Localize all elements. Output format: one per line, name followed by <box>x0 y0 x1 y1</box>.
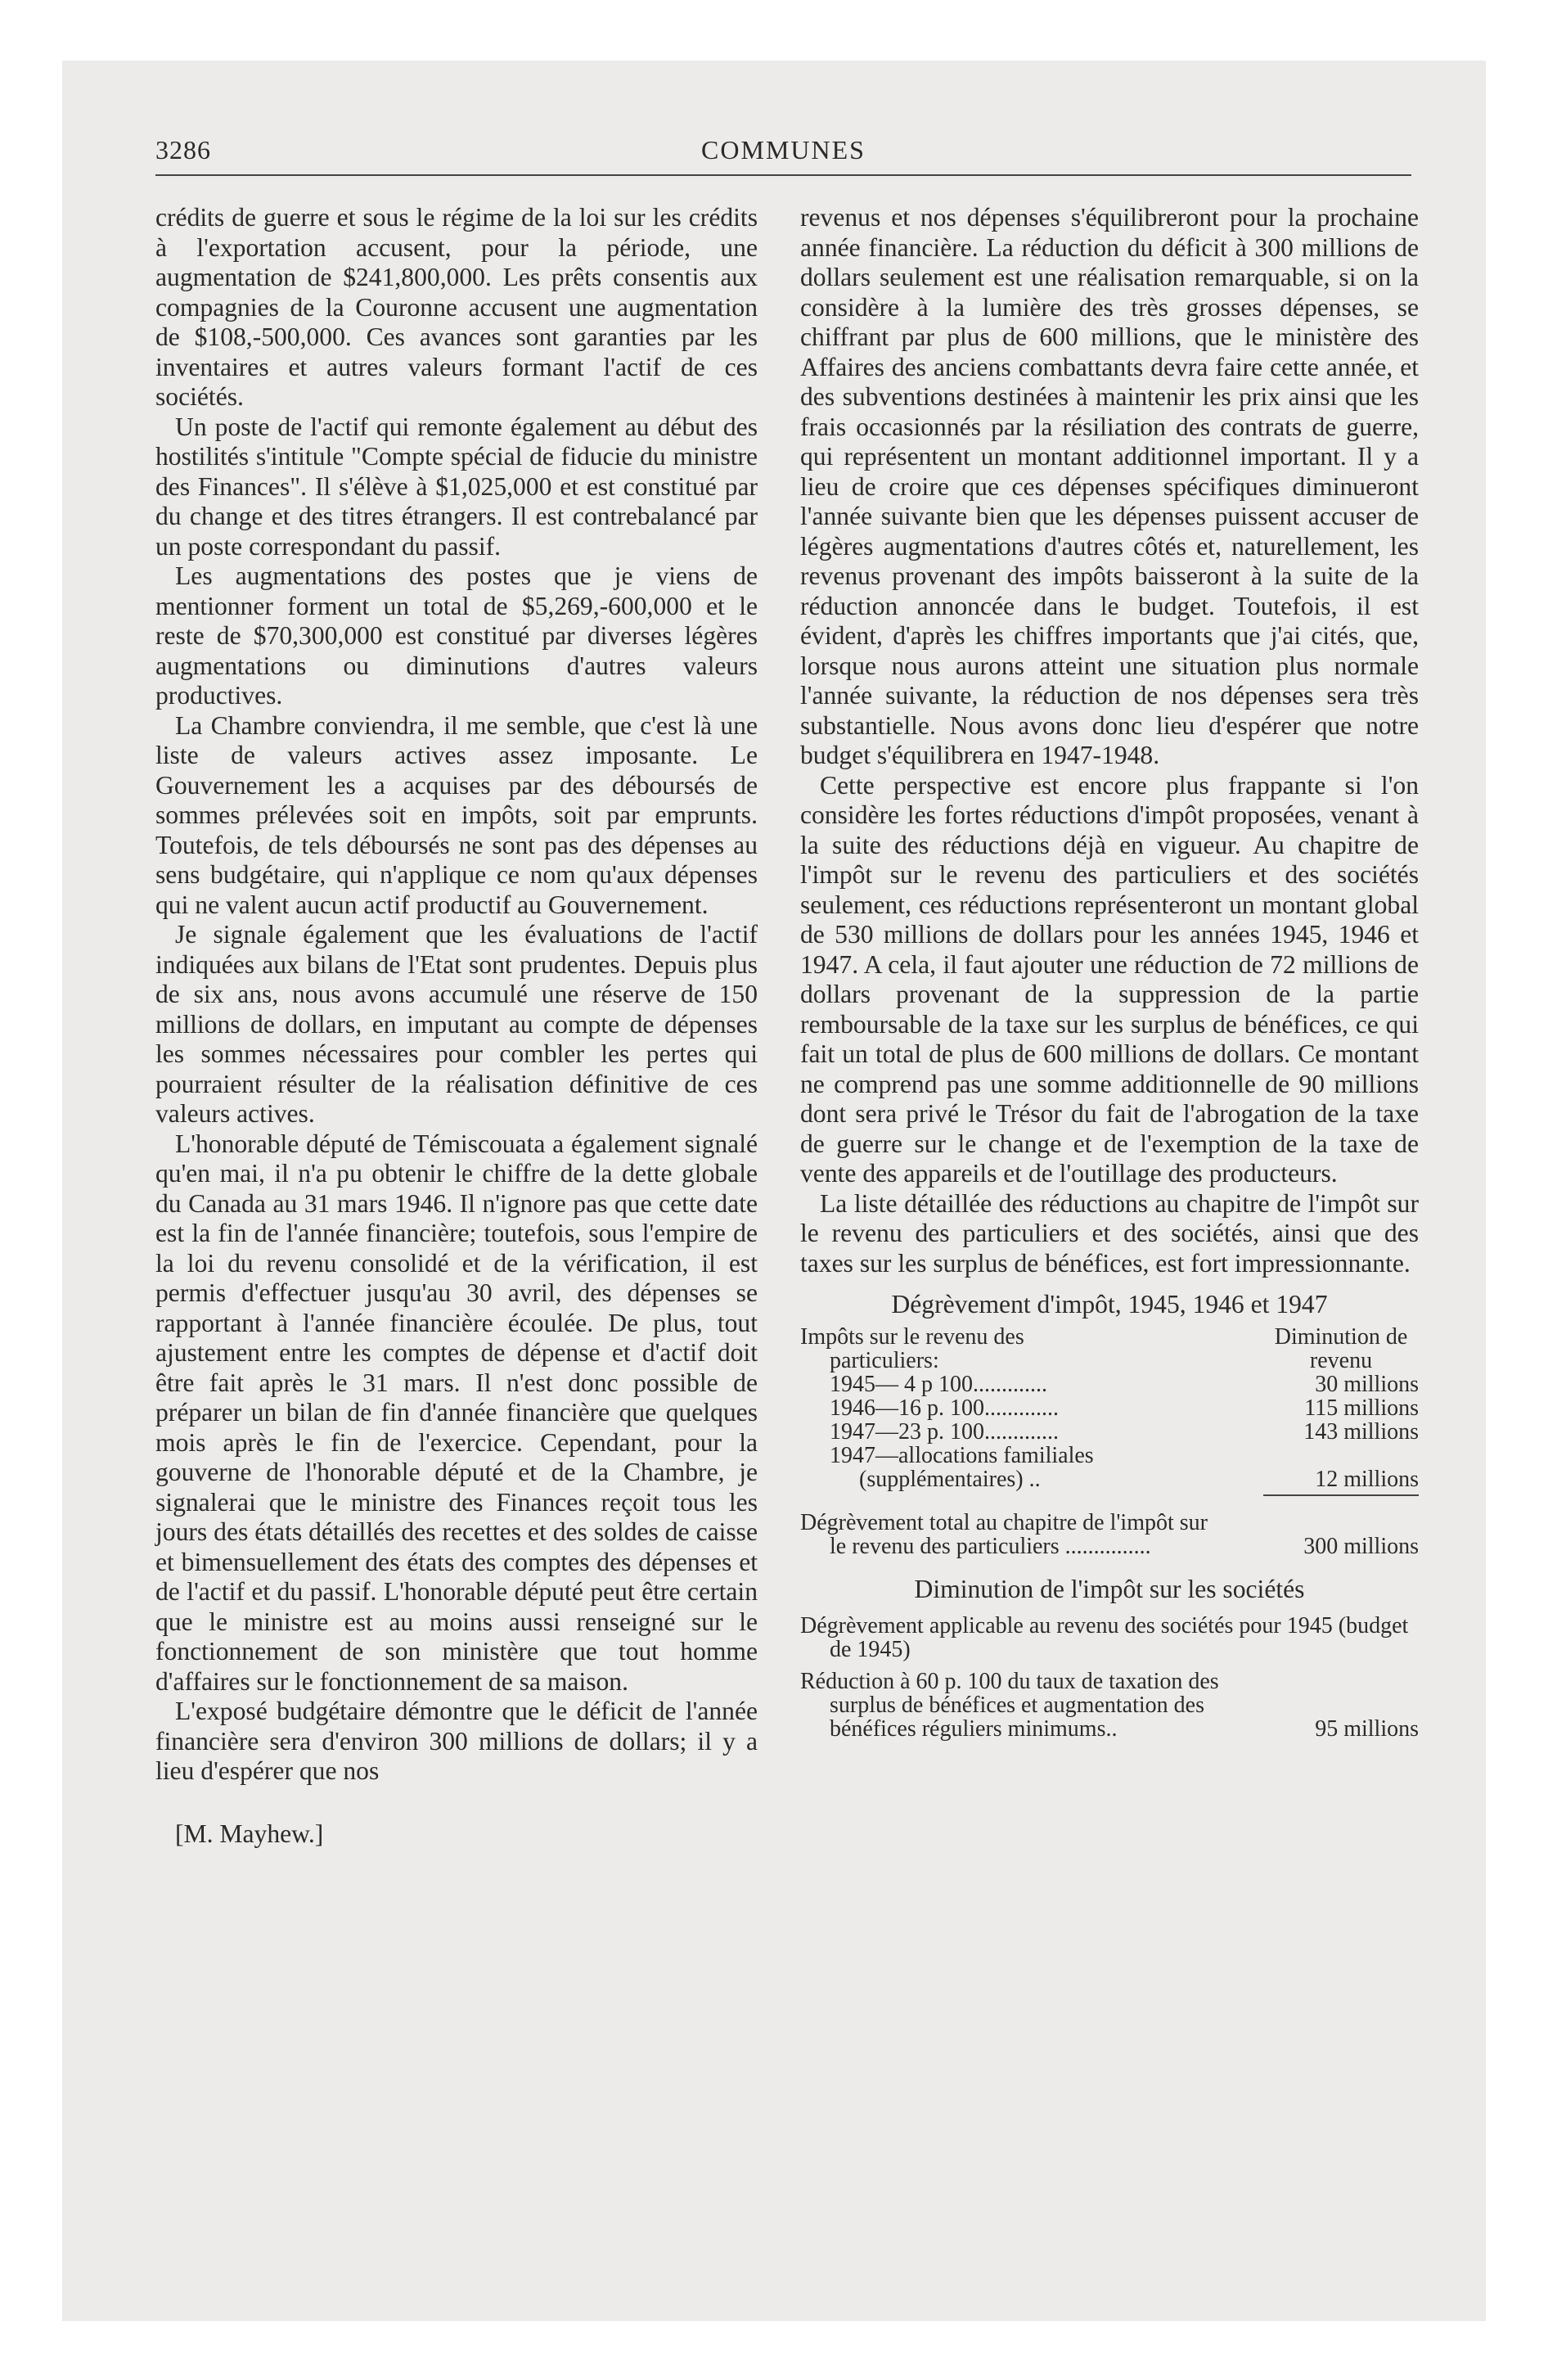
row-value: 30 millions <box>1315 1371 1419 1397</box>
paragraph: Les augmentations des postes que je viens de mentionner forment un total de $5,269,-600,000 et le reste de $70,300,000 est constitué par diverses légères augmentations ou diminutions d'autres valeurs productives. <box>155 561 758 710</box>
row-label: 1947—allocations familiales (supplémentaires) .. <box>830 1442 1094 1492</box>
table-header-right: Diminution de revenu <box>1274 1323 1408 1373</box>
paragraph: crédits de guerre et sous le régime de la loi sur les crédits à l'exportation accusent, pour la période, une augmentation de $241,800,000. Les prêts consentis aux compagnies de la Couronne accusent une augmentation de $108,-500,000. Ces avances sont garanties par les inventaires et autres valeurs formant l'actif de ces sociétés. <box>155 203 758 411</box>
paragraph: La liste détaillée des réductions au chapitre de l'impôt sur le revenu des particuliers et des sociétés, ainsi que des taxes sur les surplus de bénéfices, est fort impressionnante. <box>800 1188 1419 1278</box>
page-number: 3286 <box>155 135 211 165</box>
paragraph: La Chambre conviendra, il me semble, que c'est là une liste de valeurs actives assez imposante. Le Gouvernement les a acquises par des déboursés de sommes prélevées soit en impôts, soit par emprunts. Toutefois, de tels déboursés ne sont pas des dépenses au sens budgétaire, qui n'applique ce nom qu'aux dépenses qui ne valent aucun actif productif au Gouvernement. <box>155 710 758 919</box>
table-caption: Dégrèvement d'impôt, 1945, 1946 et 1947 <box>891 1290 1328 1318</box>
table-total-row <box>800 1511 1419 1558</box>
paragraph: Je signale également que les évaluations de l'actif indiquées aux bilans de l'Etat sont prudentes. Depuis plus de six ans, nous avons accumulé une réserve de 150 millions de dollars, en imputant au compte de dépenses les sommes nécessaires pour combler les pertes qui pourraient résulter de la réalisation définitive de ces valeurs actives. <box>155 920 758 1128</box>
row-label: Réduction à 60 p. 100 du taux de taxation des surplus de bénéfices et augmentation des bénéfices réguliers minimums.. <box>800 1669 1219 1742</box>
table-header-left: Impôts sur le revenu des particuliers: <box>800 1323 1024 1373</box>
sum-rule <box>1263 1494 1419 1496</box>
row-label: Dégrèvement applicable au revenu des sociétés pour 1945 (budget de 1945) <box>800 1613 1409 1662</box>
row-value: 143 millions <box>1303 1418 1419 1445</box>
row-label: 1946—16 p. 100............. <box>830 1395 1059 1421</box>
speaker-signature: [M. Mayhew.] <box>175 1819 324 1848</box>
row-value: 95 millions <box>1315 1716 1419 1742</box>
table-row <box>800 1396 1419 1420</box>
running-title: COMMUNES <box>701 135 866 165</box>
right-column <box>800 203 1419 1741</box>
table-header-row <box>800 1325 1419 1373</box>
total-value: 300 millions <box>1303 1533 1419 1559</box>
row-value: 12 millions <box>1315 1466 1419 1492</box>
table-row <box>800 1373 1419 1396</box>
row-value: 115 millions <box>1304 1395 1419 1421</box>
total-label: Dégrèvement total au chapitre de l'impôt sur le revenu des particuliers ............... <box>800 1509 1208 1559</box>
page-header <box>155 135 1411 176</box>
paragraph: Un poste de l'actif qui remonte également au début des hostilités s'intitule "Compte spécial de fiducie du ministre des Finances". Il s'élève à $1,025,000 et est constitué par du change et des titres étrangers. Il est contrebalancé par un poste correspondant du passif. <box>155 412 758 561</box>
table-row <box>800 1420 1419 1444</box>
row-label: 1945— 4 p 100............. <box>830 1371 1047 1397</box>
table-row <box>800 1444 1419 1491</box>
paragraph: Cette perspective est encore plus frappante si l'on considère les fortes réductions d'impôt proposées, venant à la suite des réductions déjà en vigueur. Au chapitre de l'impôt sur le revenu des particuliers et des sociétés seulement, ces réductions représenteront un montant global de 530 millions de dollars pour les années 1945, 1946 et 1947. A cela, il faut ajouter une réduction de 72 millions de dollars provenant de la suppression de la partie remboursable de la taxe sur les surplus de bénéfices, ce qui fait un total de plus de 600 millions de dollars. Ce montant ne comprend pas une somme additionnelle de 90 millions dont sera privé le Trésor du fait de l'abrogation de la taxe de guerre sur le change et de l'exemption de la taxe de vente des appareils et de l'outillage des producteurs. <box>800 770 1419 1188</box>
paragraph: L'honorable député de Témiscouata a également signalé qu'en mai, il n'a pu obtenir le chiffre de la dette globale du Canada au 31 mars 1946. Il n'ignore pas que cette date est la fin de l'année financière; toutefois, sous l'empire de la loi du revenu consolidé et de la vérification, il est permis d'effectuer jusqu'au 30 avril, des dépenses se rapportant à l'année financière écoulée. De plus, tout ajustement entre les comptes de dépense et d'actif doit être fait après le 31 mars. Il n'est donc possible de préparer un bilan de fin d'année financière que quelques mois après le fin de l'exercice. Cependant, pour la gouverne de l'honorable député et de la Chambre, je signalerai que le ministre des Finances reçoit tous les jours des états détaillés des recettes et des soldes de caisse et bimensuellement des états des comptes des dépenses et de l'actif et du passif. L'honorable député peut être certain que le ministre est au moins aussi renseigné sur le fonctionnement de son ministère que tout homme d'affaires sur le fonctionnement de sa maison. <box>155 1129 758 1696</box>
paragraph: revenus et nos dépenses s'équilibreront pour la prochaine année financière. La réduction du déficit à 300 millions de dollars seulement est une réalisation remarquable, si on la considère à la lumière des très grosses dépenses, se chiffrant par plus de 600 millions, que le ministère des Affaires des anciens combattants devra faire cette année, et des subventions destinées à maintenir les prix ainsi que les frais occasionnés par la résiliation des contrats de guerre, qui représentent un montant additionnel important. Il y a lieu de croire que ces dépenses spécifiques diminueront l'année suivante bien que les dépenses puissent accuser de légères augmentations d'autres côtés et, naturellement, les revenus provenant des impôts baisseront à la suite de la réduction annoncée dans le budget. Toutefois, il est évident, d'après les chiffres importants que j'ai cités, que, lorsque nous aurons atteint une situation plus normale l'année suivante, la réduction de nos dépenses sera très substantielle. Nous avons donc lieu d'espérer que notre budget s'équilibrera en 1947-1948. <box>800 203 1419 769</box>
tax-relief-table <box>800 1290 1419 1741</box>
row-label: 1947—23 p. 100............. <box>830 1418 1059 1445</box>
table-row <box>800 1614 1419 1661</box>
left-column <box>155 203 758 1849</box>
section-title: Diminution de l'impôt sur les sociétés <box>914 1574 1305 1603</box>
table-row <box>800 1670 1419 1741</box>
paragraph: L'exposé budgétaire démontre que le déficit de l'année financière sera d'environ 300 millions de dollars; il y a lieu d'espérer que nos <box>155 1697 758 1785</box>
